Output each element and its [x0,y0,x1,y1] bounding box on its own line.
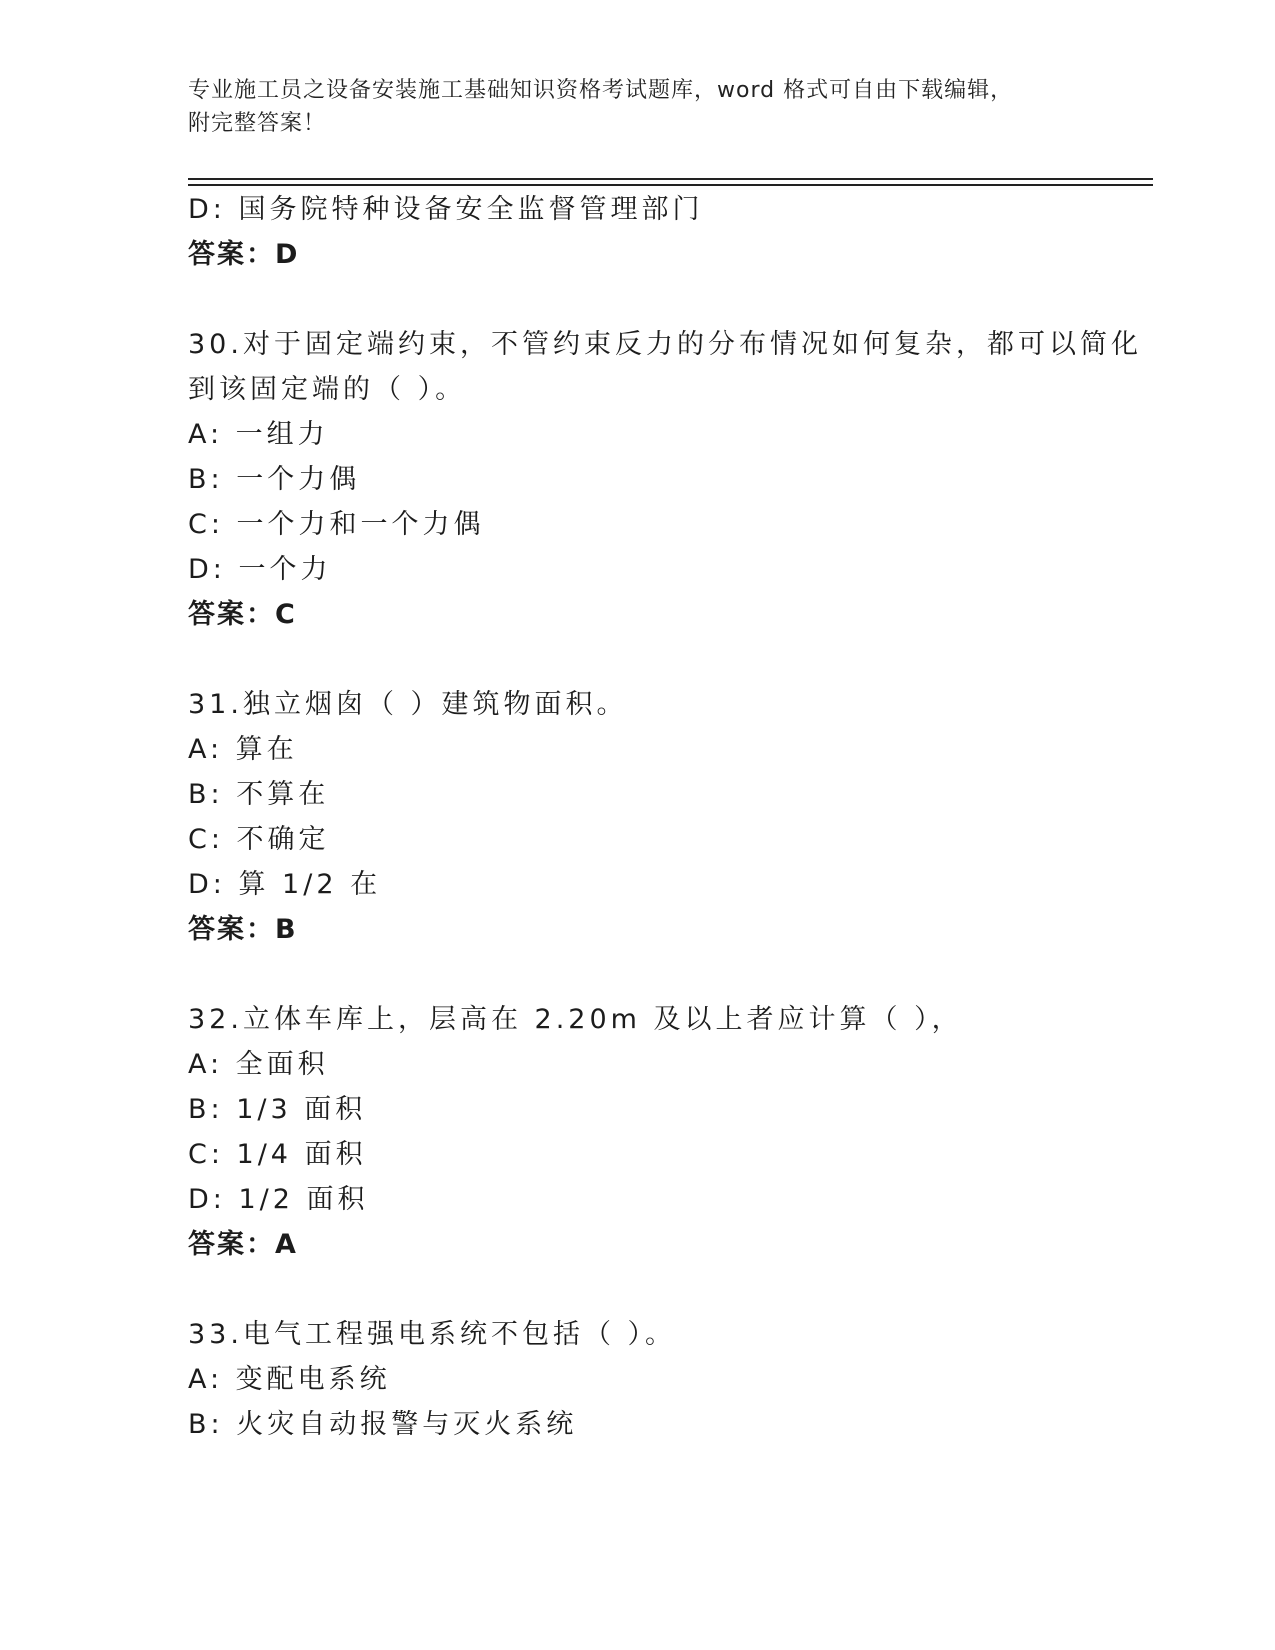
q30-option-b: B: 一个力偶 [188,464,361,495]
q32-option-b: B: 1/3 面积 [188,1094,367,1125]
q31-stem: 31.独立烟囱（ ）建筑物面积。 [188,689,628,720]
prev-option-d: D: 国务院特种设备安全监督管理部门 [188,194,704,225]
q31-option-b: B: 不算在 [188,779,330,810]
q31-option-a: A: 算在 [188,734,298,765]
q30-stem-line-2: 到该固定端的（ ）。 [188,374,467,405]
q33-option-b: B: 火灾自动报警与灭火系统 [188,1409,578,1440]
q32-option-d: D: 1/2 面积 [188,1184,369,1215]
q31-option-d: D: 算 1/2 在 [188,869,382,900]
q30-stem-line-1: 30.对于固定端约束，不管约束反力的分布情况如何复杂，都可以简化 [188,329,1142,360]
header-rule-top [188,178,1153,180]
header-line-2: 附完整答案！ [188,111,327,136]
q30-option-d: D: 一个力 [188,554,332,585]
document-header [188,74,1088,140]
header-line-1: 专业施工员之设备安装施工基础知识资格考试题库，word 格式可自由下载编辑， [188,78,1014,103]
q32-stem: 32.立体车库上，层高在 2.20m 及以上者应计算（ ）， [188,1004,963,1035]
q32-option-c: C: 1/4 面积 [188,1139,367,1170]
q30-option-c: C: 一个力和一个力偶 [188,509,485,540]
prev-answer: 答案：D [188,239,300,270]
q32-option-a: A: 全面积 [188,1049,329,1080]
q33-option-a: A: 变配电系统 [188,1364,391,1395]
q32-answer: 答案：A [188,1229,298,1260]
q31-option-c: C: 不确定 [188,824,330,855]
q30-answer: 答案：C [188,599,297,630]
q31-answer: 答案：B [188,914,298,945]
header-rule-bottom [188,184,1153,186]
q33-stem: 33.电气工程强电系统不包括（ ）。 [188,1319,677,1350]
q30-option-a: A: 一组力 [188,419,329,450]
